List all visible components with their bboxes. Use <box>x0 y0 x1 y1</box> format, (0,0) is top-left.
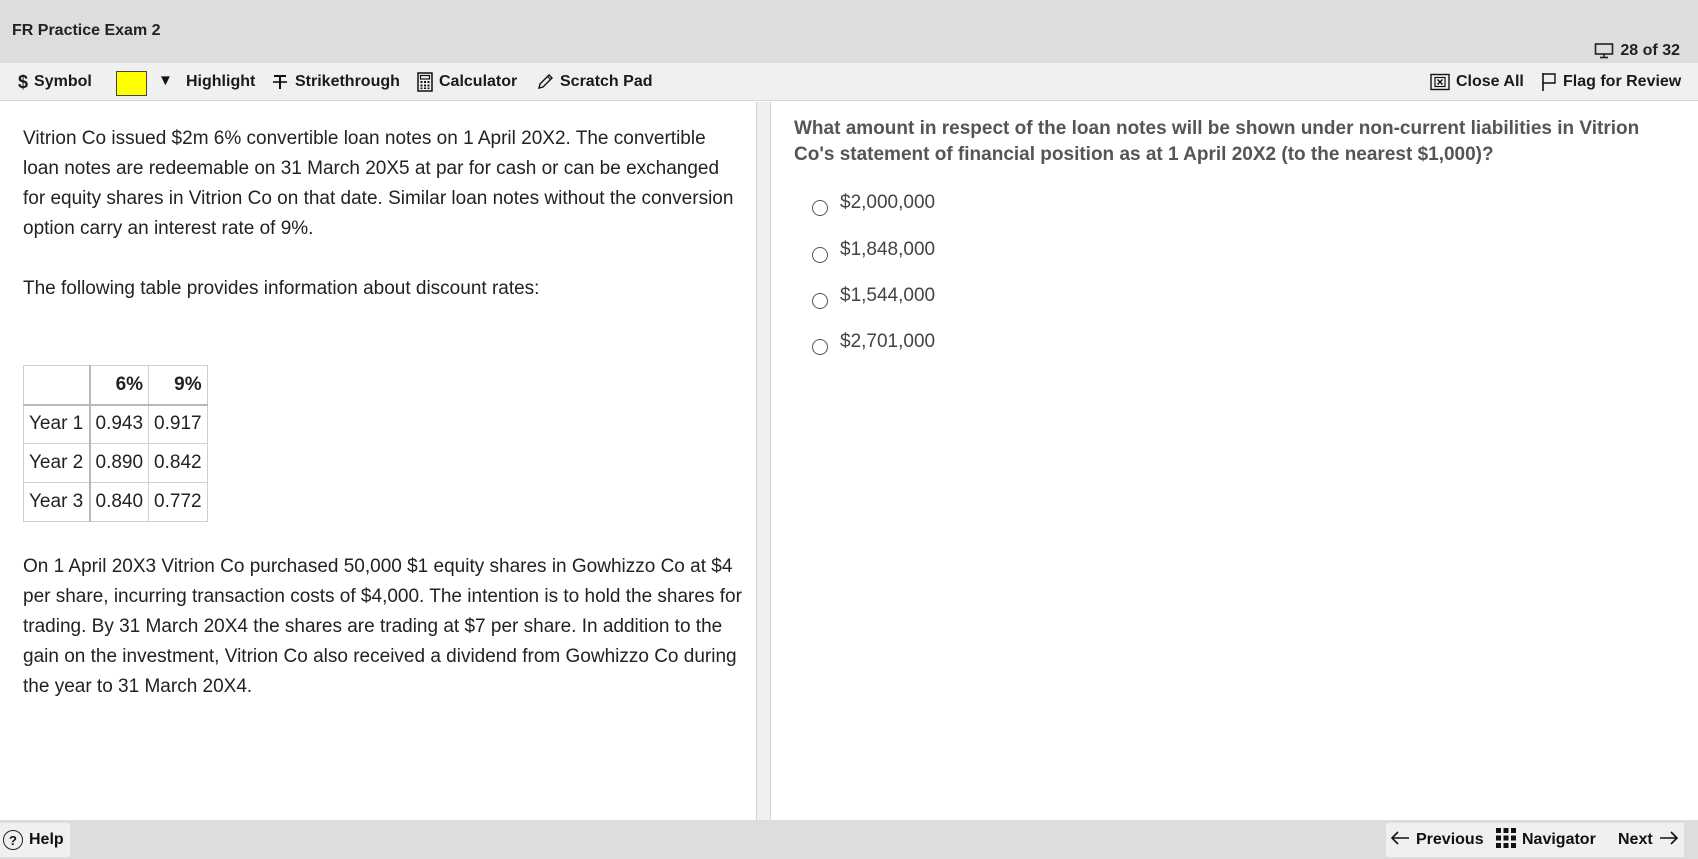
table-row-header: Year 3 <box>24 483 90 522</box>
panel-divider[interactable] <box>757 102 771 820</box>
table-header-row <box>24 366 208 405</box>
passage-paragraph-3: On 1 April 20X3 Vitrion Co purchased 50,000 $1 equity shares in Gowhizzo Co at $4 per share, incurring transaction costs of $4,000. The intention is to hold the shares for trading. By 31 March 20X4 the shares are trading at $7 per share. In addition to the gain on the investment, Vitrion Co also received a dividend from Gowhizzo Co during the year to 31 March 20X4. <box>23 556 742 697</box>
table-row-header: Year 2 <box>24 444 90 483</box>
table-cell: 0.917 <box>149 405 208 444</box>
flag-icon <box>1541 72 1557 92</box>
strikethrough-label: Strikethrough <box>295 73 400 90</box>
scratch-pad-button[interactable] <box>536 63 652 101</box>
highlight-button[interactable] <box>186 63 255 101</box>
exam-title: FR Practice Exam 2 <box>12 22 161 39</box>
question-counter <box>1594 42 1680 60</box>
table-row <box>24 483 208 522</box>
table-cell: 0.943 <box>90 405 149 444</box>
answer-option[interactable] <box>812 328 935 356</box>
answer-option-label: $2,701,000 <box>840 331 936 352</box>
close-all-button[interactable] <box>1430 63 1524 101</box>
symbol-label: Symbol <box>34 73 92 90</box>
close-window-icon <box>1430 73 1450 91</box>
table-header-cell <box>24 366 90 405</box>
symbol-button[interactable] <box>18 63 92 101</box>
table-row-header: Year 1 <box>24 405 90 444</box>
table-header-cell: 9% <box>149 366 208 405</box>
calculator-icon <box>417 72 433 92</box>
answer-option-label: $1,544,000 <box>840 285 936 306</box>
answer-option[interactable] <box>812 236 935 264</box>
table-row <box>24 444 208 483</box>
radio-button[interactable] <box>812 293 828 309</box>
highlight-color-dropdown-icon[interactable]: ▼ <box>158 72 173 89</box>
table-cell: 0.840 <box>90 483 149 522</box>
flag-for-review-button[interactable] <box>1541 63 1681 101</box>
calculator-button[interactable] <box>417 63 517 101</box>
previous-button[interactable] <box>1390 823 1484 857</box>
arrow-left-icon <box>1390 831 1410 850</box>
answer-option-label: $1,848,000 <box>840 239 936 260</box>
highlight-label: Highlight <box>186 73 256 90</box>
question-counter-text: 28 of 32 <box>1620 42 1680 59</box>
answer-option[interactable] <box>812 282 935 310</box>
calculator-label: Calculator <box>439 73 518 90</box>
pencil-icon <box>536 73 554 91</box>
table-header-cell: 6% <box>90 366 149 405</box>
dollar-icon: $ <box>18 71 29 92</box>
arrow-right-icon <box>1659 831 1679 850</box>
table-cell: 0.772 <box>149 483 208 522</box>
strikethrough-button[interactable] <box>271 63 400 101</box>
navigator-label: Navigator <box>1522 831 1596 848</box>
radio-button[interactable] <box>812 200 828 216</box>
table-row <box>24 405 208 444</box>
passage-paragraph-2: The following table provides information about discount rates: <box>23 278 540 299</box>
help-button[interactable] <box>0 823 70 857</box>
monitor-icon <box>1594 43 1614 59</box>
grid-icon <box>1496 828 1516 853</box>
highlight-color-swatch[interactable] <box>116 71 147 96</box>
answer-option-label: $2,000,000 <box>840 192 936 213</box>
next-button[interactable] <box>1618 823 1679 857</box>
help-label: Help <box>29 831 64 848</box>
navigator-button[interactable] <box>1496 823 1596 857</box>
next-label: Next <box>1618 831 1653 848</box>
help-icon: ? <box>3 830 23 850</box>
passage-paragraph-1: Vitrion Co issued $2m 6% convertible loan notes on 1 April 20X2. The convertible loan notes are redeemable on 31 March 20X5 at par for cash or can be exchanged for equity shares in Vitrion Co on that date. Similar loan notes without the conversion option carry an interest rate of 9%. <box>23 128 734 239</box>
table-cell: 0.842 <box>149 444 208 483</box>
strikethrough-icon <box>271 73 289 91</box>
question-text: What amount in respect of the loan notes will be shown under non-current liabilities in Vitrion Co's statement of financial position as at 1 April 20X2 (to the nearest $1,000)? <box>794 118 1640 165</box>
discount-rates-table <box>23 365 208 522</box>
flag-for-review-label: Flag for Review <box>1563 73 1682 90</box>
radio-button[interactable] <box>812 247 828 263</box>
previous-label: Previous <box>1416 831 1484 848</box>
table-cell: 0.890 <box>90 444 149 483</box>
close-all-label: Close All <box>1456 73 1524 90</box>
radio-button[interactable] <box>812 339 828 355</box>
scratch-pad-label: Scratch Pad <box>560 73 653 90</box>
title-bar <box>0 0 1698 63</box>
answer-option[interactable] <box>812 189 935 217</box>
